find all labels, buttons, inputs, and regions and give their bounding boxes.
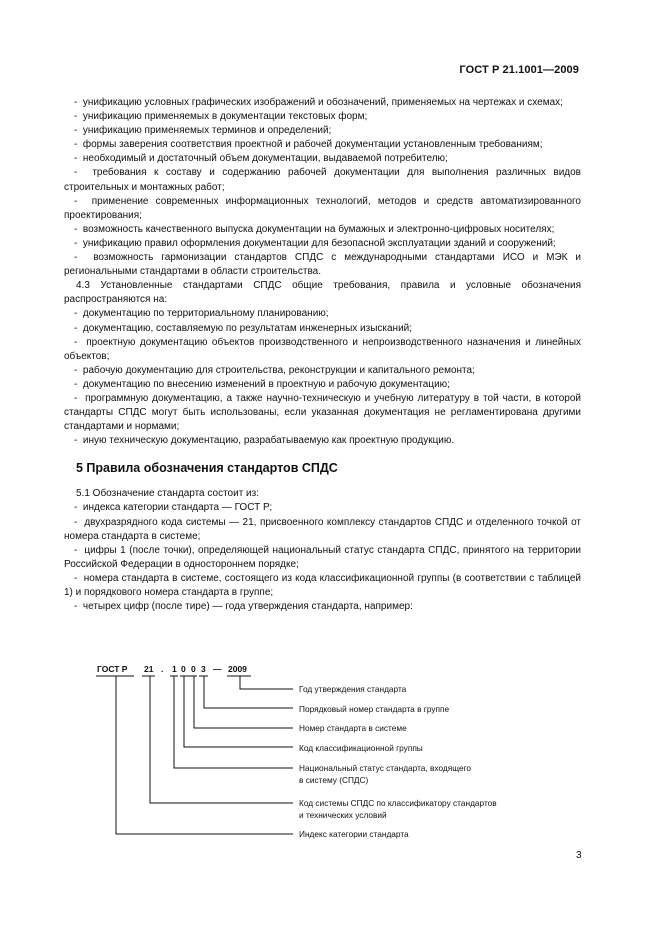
list-item: - рабочую документацию для строительства, реконструкции и капитального ремонта;	[64, 364, 581, 378]
clause-5-1: 5.1 Обозначение стандарта состоит из:	[76, 488, 259, 500]
page-number: 3	[576, 850, 582, 861]
list-item: - унификацию применяемых терминов и определений;	[64, 124, 581, 138]
list-item: - необходимый и достаточный объем документации, выдаваемой потребителю;	[64, 152, 581, 166]
list-item: - применение современных информационных технологий, методов и средств автоматизированного проектирования;	[64, 195, 581, 223]
label-national-status-1: Национальный статус стандарта, входящего	[299, 763, 472, 773]
list-item: - цифры 1 (после точки), определяющей национальный статус стандарта СПДС, принятого на территории Российской Федерации в одностороннем порядке;	[64, 544, 581, 572]
list-item: - двухразрядного кода системы — 21, присвоенного комплексу стандартов СПДС и отделенного точкой от номера стандарта в системе;	[64, 516, 581, 544]
list-item: - иную техническую документацию, разрабатываемую как проектную продукцию.	[64, 434, 581, 448]
label-category-index: Индекс категории стандарта	[299, 829, 409, 839]
code-part-year: 2009	[228, 664, 247, 674]
list-item: - унификацию применяемых в документации текстовых форм;	[64, 110, 581, 124]
list-item: - возможность качественного выпуска документации на бумажных и электронно-цифровых носителях;	[64, 223, 581, 237]
label-system-code-2: и технических условий	[299, 810, 387, 820]
list-item: - унификацию правил оформления документации для безопасной эксплуатации зданий и сооружений;	[64, 237, 581, 251]
list-item: - индекса категории стандарта — ГОСТ Р;	[64, 501, 581, 515]
code-part-dash: —	[213, 664, 222, 674]
list-item: - возможность гармонизации стандартов СПДС с международными стандартами ИСО и МЭК и региональными стандартами в области строительства.	[64, 251, 581, 279]
clause-4-3: 4.3 Установленные стандартами СПДС общие требования, правила и условные обозначения распространяются на:	[64, 280, 581, 306]
label-year: Год утверждения стандарта	[299, 684, 407, 694]
label-standard-number: Номер стандарта в системе	[299, 723, 407, 733]
standard-number-header: ГОСТ Р 21.1001—2009	[459, 64, 579, 76]
code-part-number: 3	[201, 664, 206, 674]
list-item: - требования к составу и содержанию рабочей документации для выполнения различных видов строительных и монтажных работ;	[64, 166, 581, 194]
list-item: - формы заверения соответствия проектной и рабочей документации установленным требованиям;	[64, 138, 581, 152]
code-part-dot: .	[161, 664, 164, 674]
list-item: - документацию, составляемую по результатам инженерных изысканий;	[64, 322, 581, 336]
code-part-group-2: 0	[191, 664, 196, 674]
code-part-group-1: 0	[181, 664, 186, 674]
label-serial-number: Порядковый номер стандарта в группе	[299, 704, 450, 714]
list-item: - унификацию условных графических изображений и обозначений, применяемых на чертежах и схемах;	[64, 96, 581, 110]
label-class-group: Код классификационной группы	[299, 743, 423, 753]
list-item: - проектную документацию объектов производственного и непроизводственного назначения и линейных объектов;	[64, 336, 581, 364]
list-item: - документацию по территориальному планированию;	[64, 307, 581, 321]
list-item: - документацию по внесению изменений в проектную и рабочую документацию;	[64, 378, 581, 392]
list-item: - четырех цифр (после тире) — года утверждения стандарта, например:	[64, 600, 581, 614]
code-part-status: 1	[172, 664, 177, 674]
list-item: - номера стандарта в системе, состоящего из кода классификационной группы (в соответствии с таблицей 1) и порядкового номера стандарта в группе;	[64, 572, 581, 600]
code-part-gost-r: ГОСТ Р	[97, 664, 128, 674]
code-part-system: 21	[144, 664, 154, 674]
label-system-code-1: Код системы СПДС по классификатору стандартов	[299, 798, 497, 808]
list-item: - программную документацию, а также научно-техническую и учебную литературу в той части, в которой стандарты СПДС могут быть использованы, если указанная документация не регламентирована другими стандартами и нормами;	[64, 392, 581, 434]
section-5-heading: 5 Правила обозначения стандартов СПДС	[76, 461, 338, 476]
leader-lines	[116, 676, 293, 834]
label-national-status-2: в систему (СПДС)	[299, 775, 369, 785]
